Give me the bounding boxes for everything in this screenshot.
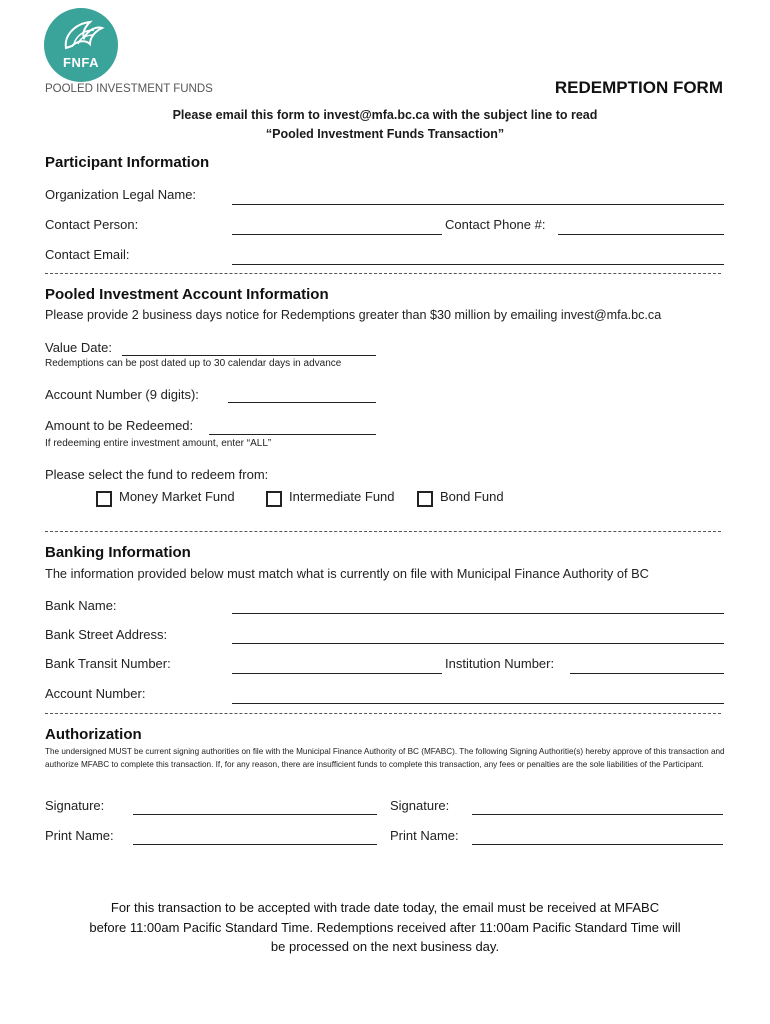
signature-label-2: Signature: <box>390 798 450 813</box>
institution-field[interactable] <box>570 673 724 674</box>
contact-email-label: Contact Email: <box>45 247 130 262</box>
page-title: REDEMPTION FORM <box>554 78 723 97</box>
transit-label: Bank Transit Number: <box>45 656 171 671</box>
bond-fund-checkbox[interactable] <box>417 491 433 507</box>
contact-person-label: Contact Person: <box>45 217 139 232</box>
footer-line-3: be processed on the next business day. <box>270 939 500 954</box>
eagle-icon <box>44 8 118 82</box>
print-name-field-1[interactable] <box>133 844 377 845</box>
contact-phone-label: Contact Phone #: <box>445 217 546 232</box>
bond-fund-label: Bond Fund <box>440 489 504 504</box>
footer-line-1: For this transaction to be accepted with trade date today, the email must be received at MFABC <box>110 900 660 915</box>
signature-field-1[interactable] <box>133 814 377 815</box>
instruction-line-1: Please email this form to invest@mfa.bc.ca with the subject line to read <box>172 108 598 122</box>
signature-label-1: Signature: <box>45 798 105 813</box>
amount-field[interactable] <box>209 434 376 435</box>
account-number-label: Account Number (9 digits): <box>45 387 199 402</box>
signature-field-2[interactable] <box>472 814 723 815</box>
intermediate-checkbox[interactable] <box>266 491 282 507</box>
section-divider <box>45 713 721 714</box>
logo-text: FNFA <box>63 55 99 70</box>
fnfa-logo <box>44 8 118 82</box>
print-name-label-2: Print Name: <box>390 828 459 843</box>
value-date-note: Redemptions can be post dated up to 30 calendar days in advance <box>45 358 342 369</box>
org-name-field[interactable] <box>232 204 724 205</box>
money-market-checkbox[interactable] <box>96 491 112 507</box>
subtitle: POOLED INVESTMENT FUNDS <box>45 83 213 95</box>
contact-phone-field[interactable] <box>558 234 724 235</box>
bank-name-label: Bank Name: <box>45 598 117 613</box>
bank-name-field[interactable] <box>232 613 724 614</box>
account-heading: Pooled Investment Account Information <box>45 286 329 303</box>
footer-line-2: before 11:00am Pacific Standard Time. Redemptions received after 11:00am Pacific Standard Time will <box>89 919 681 935</box>
intermediate-label: Intermediate Fund <box>289 489 395 504</box>
footer-note <box>40 898 730 957</box>
redemption-notice: Please provide 2 business days notice for Redemptions greater than $30 million by emailing invest@mfa.bc.ca <box>45 308 662 322</box>
contact-person-field[interactable] <box>232 234 442 235</box>
bank-address-field[interactable] <box>232 643 724 644</box>
section-divider <box>45 273 721 274</box>
account-number-field[interactable] <box>228 402 376 403</box>
amount-label: Amount to be Redeemed: <box>45 418 194 433</box>
authorization-text: The undersigned MUST be current signing authorities on file with the Municipal Finance Authority of BC (MFABC). The following Signing Authoritie(s) hereby approve of this transaction and authorize MFABC to complete this transaction. If, for any reason, there are insufficient funds to complete this transaction, any fees or penalties are the sole liabilities of the Participant. <box>45 747 725 769</box>
contact-email-field[interactable] <box>232 264 724 265</box>
institution-label: Institution Number: <box>445 656 555 671</box>
authorization-heading: Authorization <box>45 726 142 743</box>
money-market-label: Money Market Fund <box>119 489 235 504</box>
value-date-field[interactable] <box>122 355 376 356</box>
banking-notice: The information provided below must match what is currently on file with Municipal Finance Authority of BC <box>45 566 649 581</box>
bank-address-label: Bank Street Address: <box>45 627 168 642</box>
banking-heading: Banking Information <box>45 544 191 561</box>
section-divider <box>45 531 721 532</box>
bank-account-field[interactable] <box>232 703 724 704</box>
transit-field[interactable] <box>232 673 442 674</box>
print-name-label-1: Print Name: <box>45 828 114 843</box>
amount-note: If redeeming entire investment amount, enter “ALL” <box>45 438 272 449</box>
org-name-label: Organization Legal Name: <box>45 187 197 202</box>
value-date-label: Value Date: <box>45 340 112 355</box>
print-name-field-2[interactable] <box>472 844 723 845</box>
instruction-line-2: “Pooled Investment Funds Transaction” <box>265 127 505 141</box>
fund-prompt: Please select the fund to redeem from: <box>45 467 269 482</box>
participant-heading: Participant Information <box>45 154 210 171</box>
bank-account-label: Account Number: <box>45 686 146 701</box>
